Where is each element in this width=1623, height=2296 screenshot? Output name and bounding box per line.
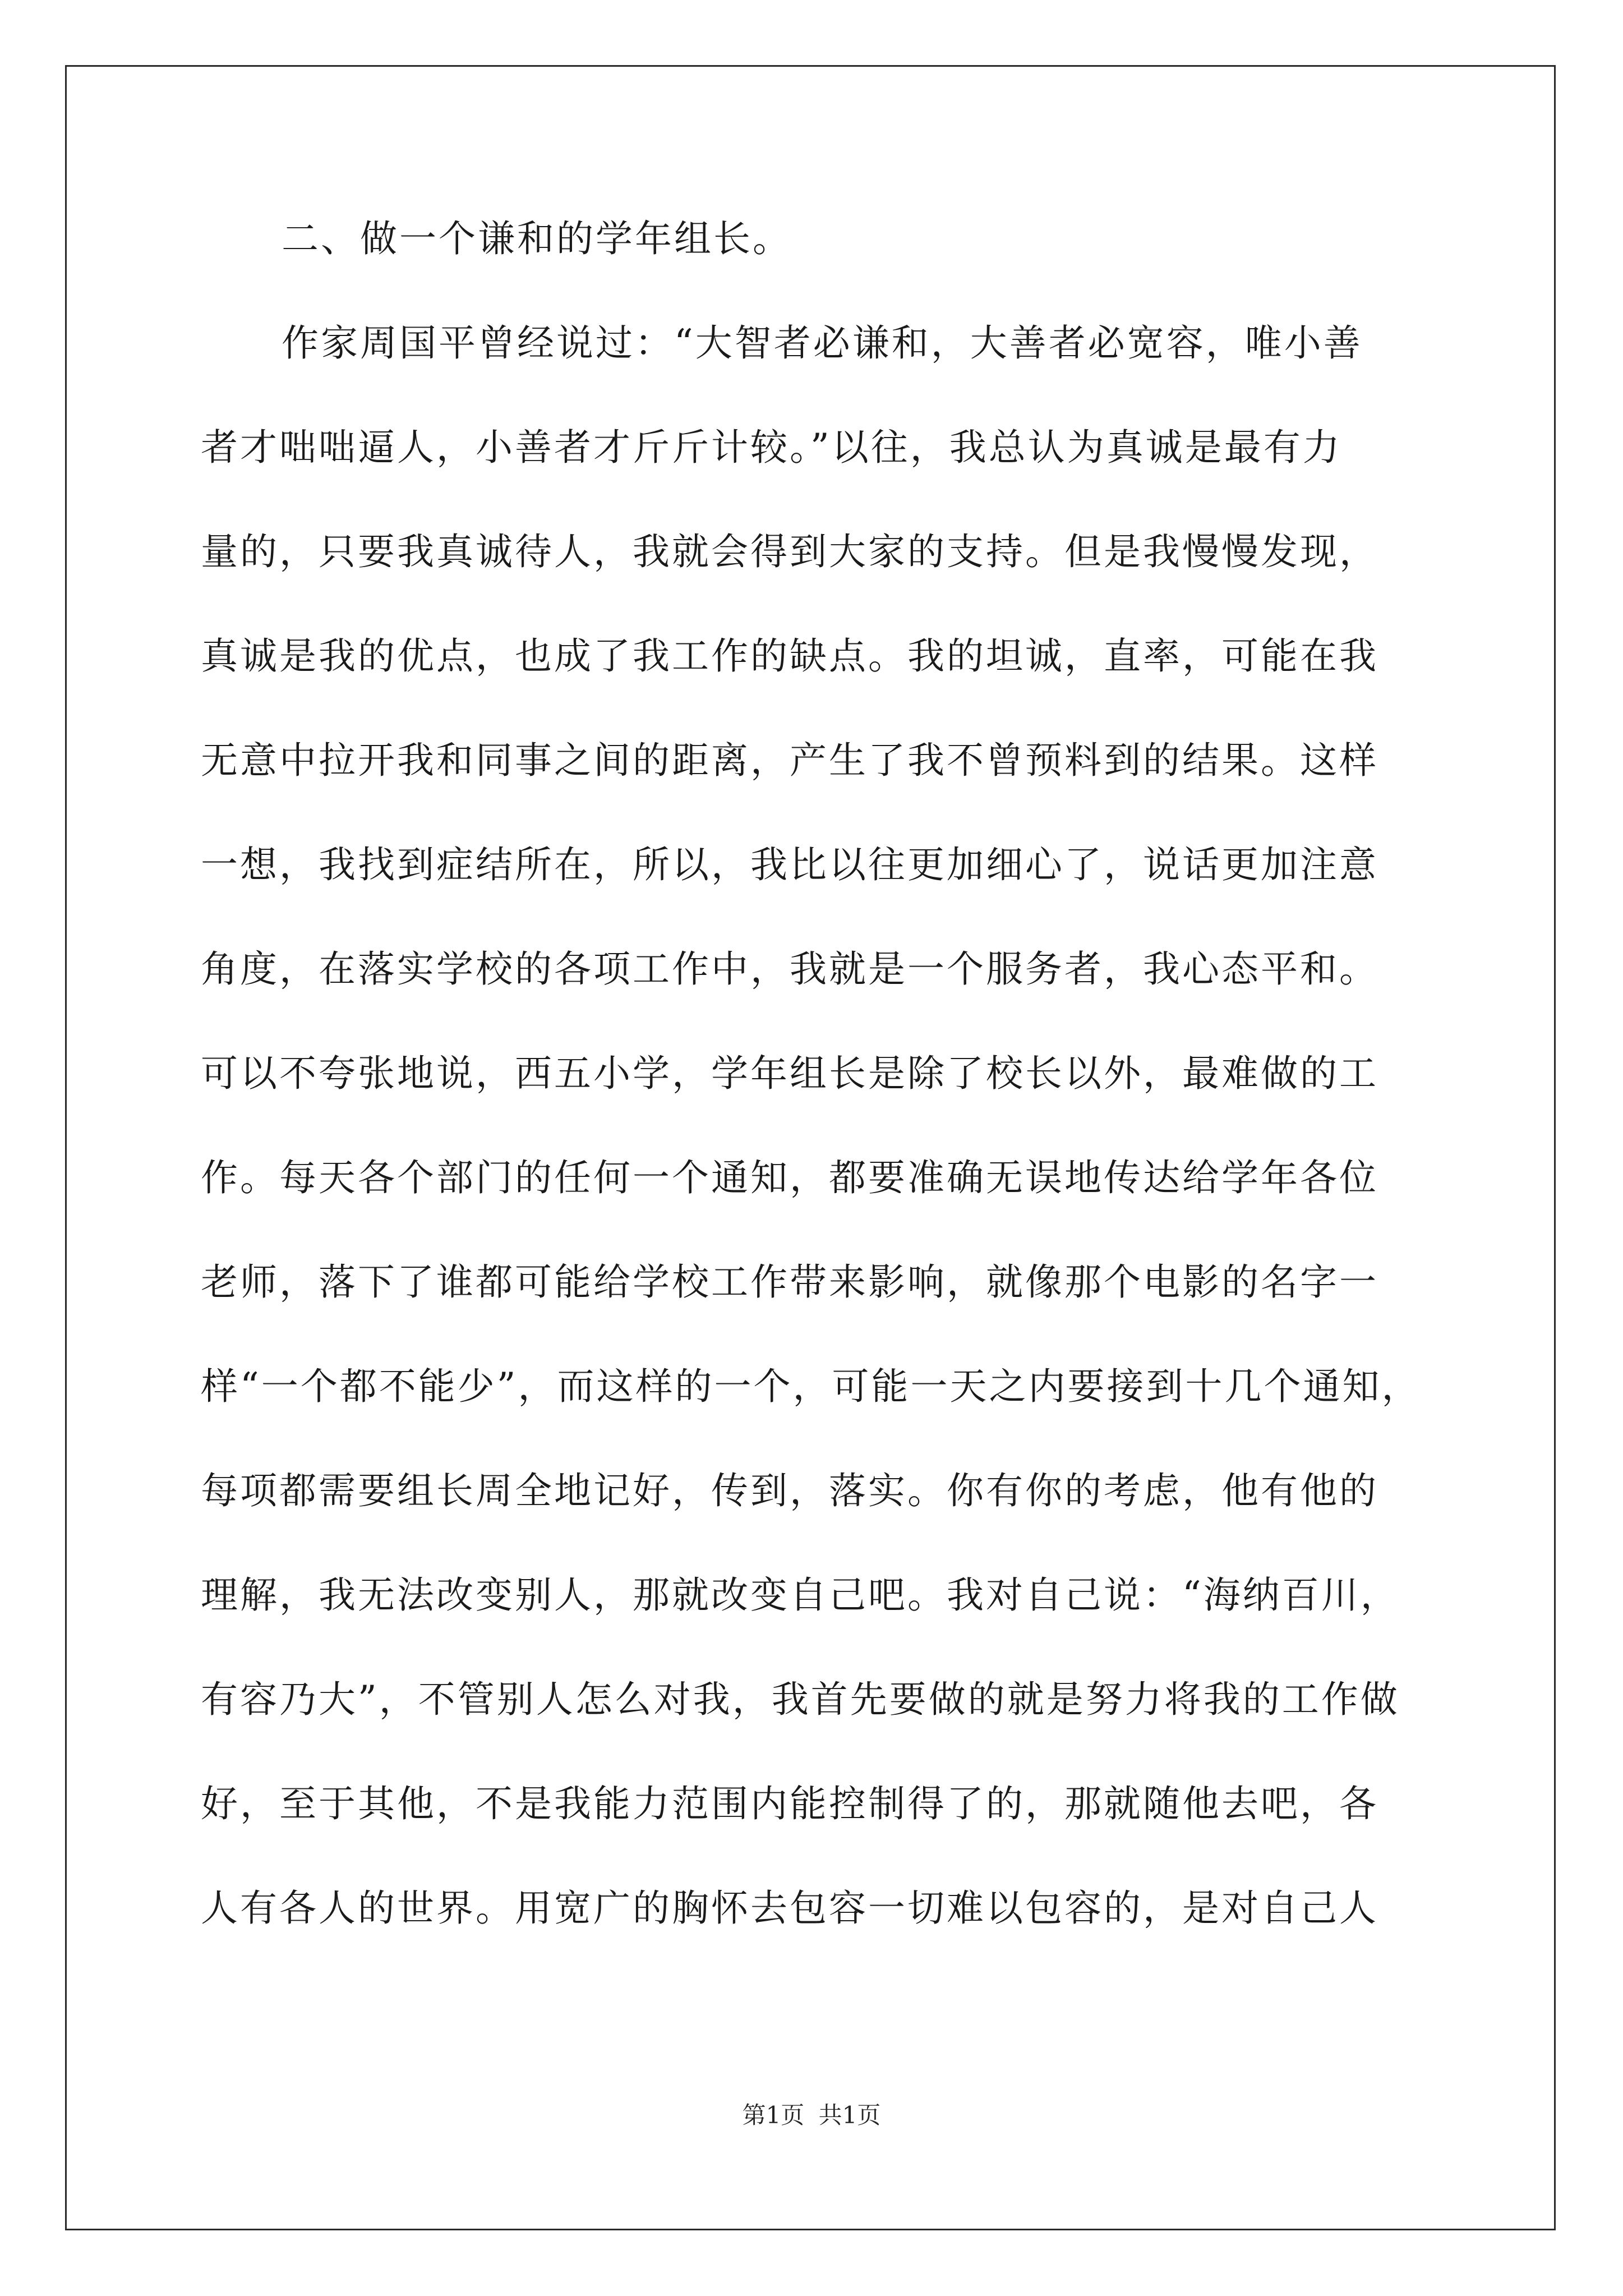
section-heading: 二、做一个谦和的学年组长。: [282, 217, 792, 260]
paragraph-line: 真诚是我的优点，也成了我工作的缺点。我的坦诚，直率，可能在我: [201, 634, 1378, 678]
paragraph-line: 理解，我无法改变别人，那就改变自己吧。我对自己说：“海纳百川，: [201, 1573, 1400, 1617]
paragraph-line: 有容乃大”，不管别人怎么对我，我首先要做的就是努力将我的工作做: [201, 1678, 1400, 1721]
paragraph-line: 作。每天各个部门的任何一个通知，都要准确无误地传达给学年各位: [201, 1156, 1378, 1199]
paragraph-line: 样“一个都不能少”，而这样的一个，可能一天之内要接到十几个通知，: [201, 1365, 1421, 1408]
page-number: 第1页: [742, 2101, 805, 2129]
paragraph-line: 人有各人的世界。用宽广的胸怀去包容一切难以包容的，是对自己人: [201, 1887, 1378, 1930]
paragraph-line: 一想，我找到症结所在，所以，我比以往更加细心了，说话更加注意: [201, 843, 1378, 886]
paragraph-line: 老师，落下了谁都可能给学校工作带来影响，就像那个电影的名字一: [201, 1260, 1378, 1304]
paragraph-line: 角度，在落实学校的各项工作中，我就是一个服务者，我心态平和。: [201, 947, 1378, 991]
page-footer: [0, 2097, 1623, 2131]
paragraph-line: 每项都需要组长周全地记好，传到，落实。你有你的考虑，他有他的: [201, 1469, 1378, 1512]
paragraph-line: 者才咄咄逼人，小善者才斤斤计较。”以往，我总认为真诚是最有力: [201, 426, 1342, 469]
document-body: [201, 205, 1429, 1979]
paragraph-line: 无意中拉开我和同事之间的距离，产生了我不曾预料到的结果。这样: [201, 739, 1378, 782]
paragraph-line: 量的，只要我真诚待人，我就会得到大家的支持。但是我慢慢发现，: [201, 530, 1378, 573]
page-total: 共1页: [818, 2101, 881, 2129]
paragraph-line: 好，至于其他，不是我能力范围内能控制得了的，那就随他去吧，各: [201, 1782, 1378, 1825]
paragraph-line: 可以不夸张地说，西五小学，学年组长是除了校长以外，最难做的工: [201, 1052, 1378, 1095]
paragraph-line: 作家周国平曾经说过：“大智者必谦和，大善者必宽容，唯小善: [282, 321, 1363, 365]
